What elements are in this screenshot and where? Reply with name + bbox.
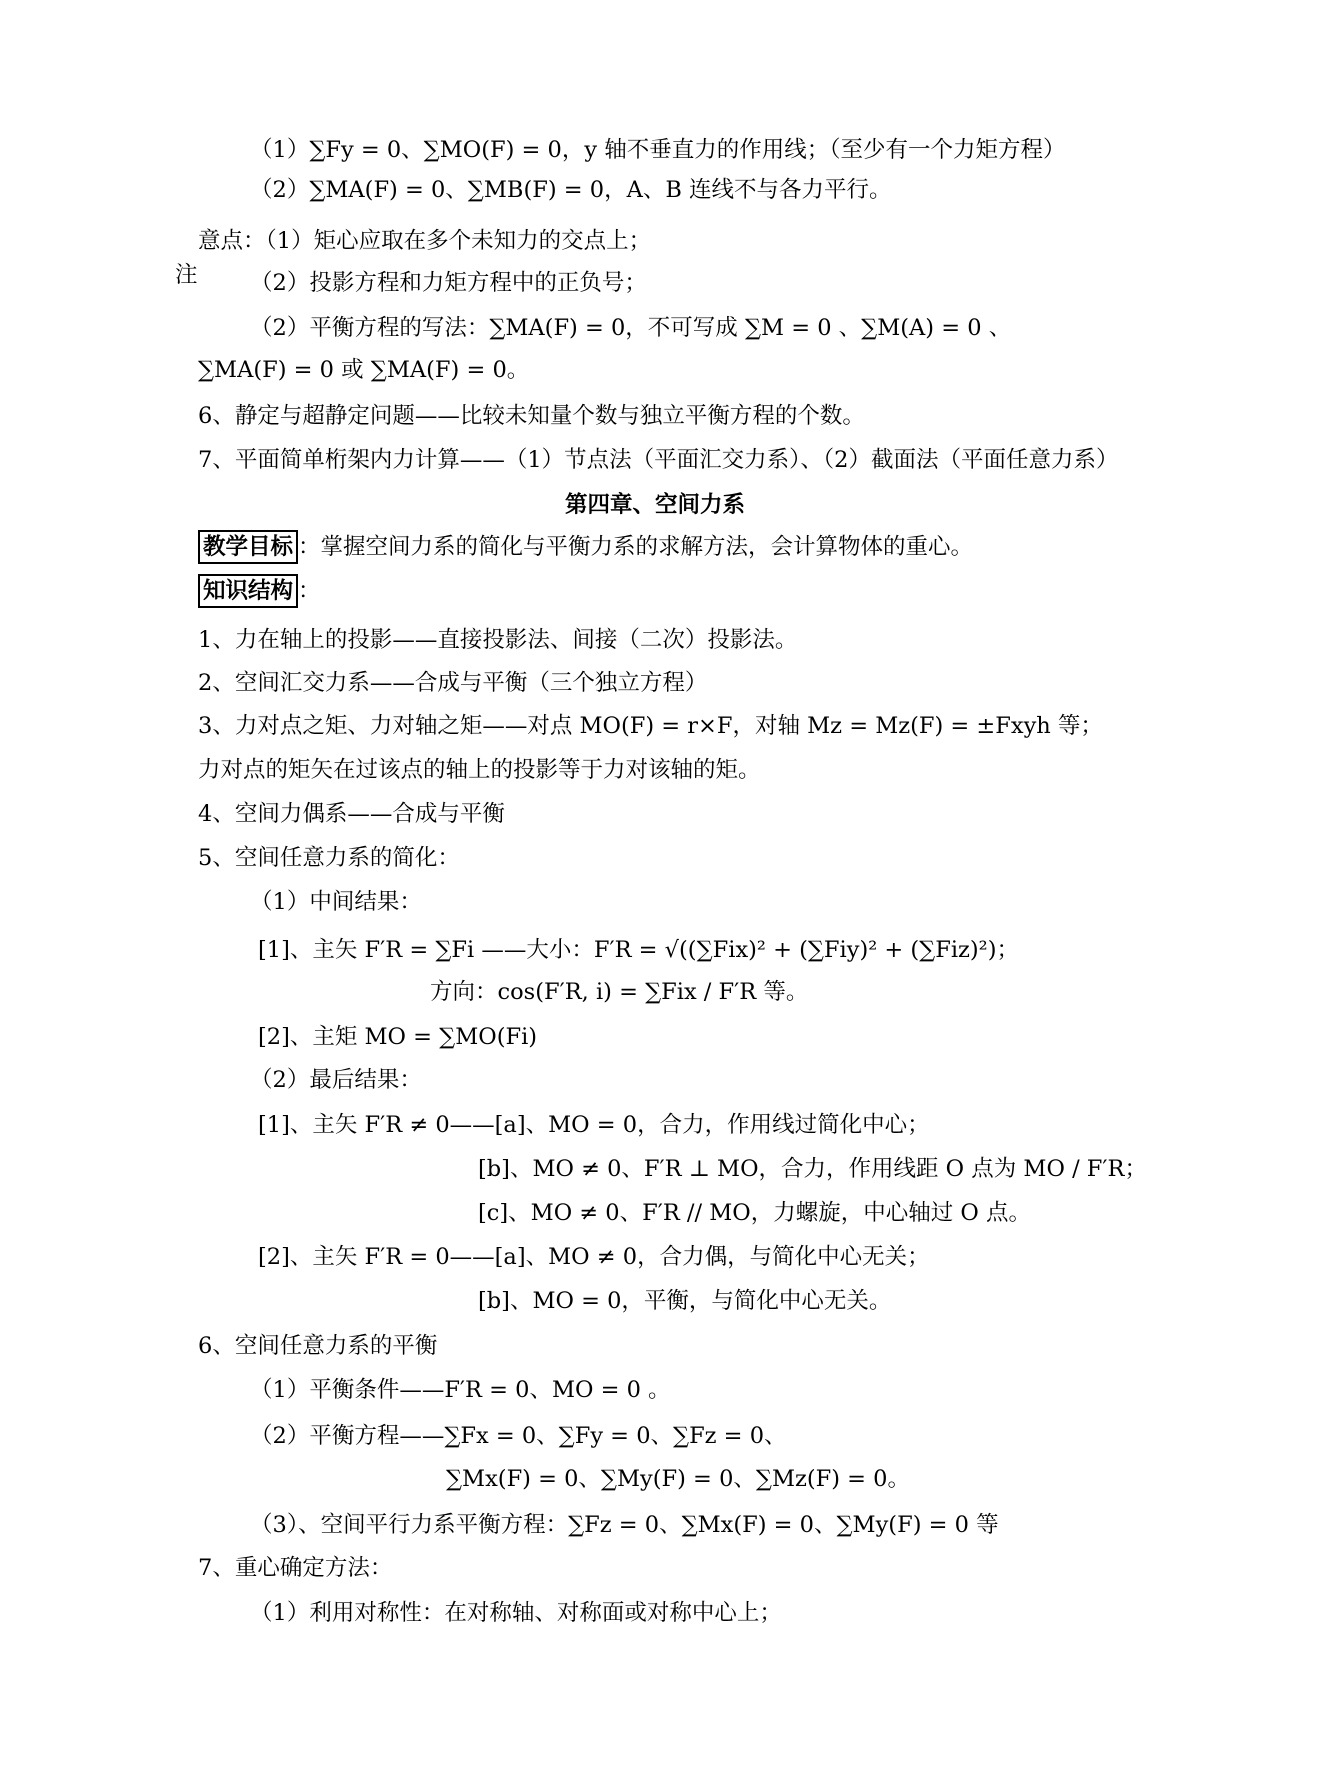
text-line: （2）平衡方程的写法：∑MA(F) = 0，不可写成 ∑M = 0 、∑M(A) = 0 、 [250, 315, 1012, 341]
text-fragment: ： [298, 578, 321, 604]
text-line: [2]、主矢 F′R = 0——[a]、MO ≠ 0，合力偶，与简化中心无关； [258, 1244, 930, 1270]
boxed-label: 教学目标 [198, 530, 298, 564]
text-line: ∑MA(F) = 0 或 ∑MA(F) = 0。 [198, 357, 530, 383]
text-line [198, 530, 973, 564]
text-line: （2）最后结果： [250, 1067, 422, 1093]
text-line: 注 [175, 262, 198, 288]
text-line: 6、空间任意力系的平衡 [198, 1333, 438, 1359]
text-line: [1]、主矢 F′R = ∑Fi ——大小：F′R = √((∑Fix)² + (∑Fiy)² + (∑Fiz)²)； [258, 937, 1019, 963]
text-line: 方向：cos(F′R, i) = ∑Fix / F′R 等。 [430, 979, 809, 1005]
text-line: （1）平衡条件——F′R = 0、MO = 0 。 [250, 1377, 671, 1403]
text-line: （1）∑Fy = 0、∑MO(F) = 0，y 轴不垂直力的作用线；（至少有一个力矩方程） [250, 137, 1066, 163]
text-line: [1]、主矢 F′R ≠ 0——[a]、MO = 0，合力，作用线过简化中心； [258, 1112, 930, 1138]
text-line: （3）、空间平行力系平衡方程：∑Fz = 0、∑Mx(F) = 0、∑My(F) = 0 等 [250, 1512, 999, 1538]
text-line [198, 574, 321, 608]
text-line: 3、力对点之矩、力对轴之矩——对点 MO(F) = r×F，对轴 Mz = Mz(F) = ±Fxyh 等； [198, 713, 1103, 739]
text-line: 7、平面简单桁架内力计算——（1）节点法（平面汇交力系）、（2）截面法（平面任意力系） [198, 447, 1119, 473]
chapter-title: 第四章、空间力系 [565, 492, 746, 518]
text-line: [b]、MO ≠ 0、F′R ⊥ MO，合力，作用线距 O 点为 MO / F′R； [478, 1156, 1147, 1182]
text-line: 1、力在轴上的投影——直接投影法、间接（二次）投影法。 [198, 627, 798, 653]
text-line: 意点：（1）矩心应取在多个未知力的交点上； [198, 228, 652, 254]
text-line: 力对点的矩矢在过该点的轴上的投影等于力对该轴的矩。 [198, 757, 761, 783]
text-line: （1）中间结果： [250, 889, 422, 915]
text-line: 5、空间任意力系的简化： [198, 845, 460, 871]
text-line: ∑Mx(F) = 0、∑My(F) = 0、∑Mz(F) = 0。 [446, 1466, 910, 1492]
text-fragment: ：掌握空间力系的简化与平衡力系的求解方法，会计算物体的重心。 [298, 534, 974, 560]
text-line: [2]、主矩 MO = ∑MO(Fi) [258, 1024, 538, 1050]
text-line: （2）投影方程和力矩方程中的正负号； [250, 270, 647, 296]
text-line: 6、静定与超静定问题——比较未知量个数与独立平衡方程的个数。 [198, 403, 865, 429]
boxed-label: 知识结构 [198, 574, 298, 608]
text-line: [c]、MO ≠ 0、F′R // MO，力螺旋，中心轴过 O 点。 [478, 1200, 1031, 1226]
text-line: （2）平衡方程——∑Fx = 0、∑Fy = 0、∑Fz = 0、 [250, 1423, 787, 1449]
text-line: 4、空间力偶系——合成与平衡 [198, 801, 505, 827]
text-line: （2）∑MA(F) = 0、∑MB(F) = 0，A、B 连线不与各力平行。 [250, 177, 892, 203]
text-line: （1）利用对称性：在对称轴、对称面或对称中心上； [250, 1600, 782, 1626]
text-line: 2、空间汇交力系——合成与平衡（三个独立方程） [198, 670, 708, 696]
text-line: [b]、MO = 0，平衡，与简化中心无关。 [478, 1288, 892, 1314]
text-line: 7、重心确定方法： [198, 1555, 393, 1581]
